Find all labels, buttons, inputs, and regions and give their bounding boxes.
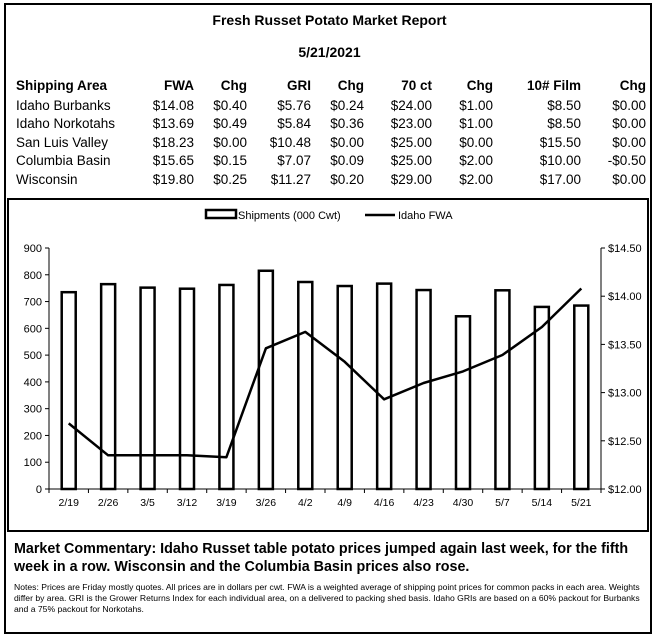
left-tick-label: 900 (23, 243, 42, 255)
table-row (16, 170, 646, 189)
left-tick-label: 200 (23, 430, 42, 443)
table-cell: $23.00 (390, 116, 432, 132)
price-table (16, 76, 646, 189)
table-cell: $10.48 (269, 134, 311, 150)
col-header: Chg (619, 78, 646, 93)
report-title: Fresh Russet Potato Market Report (212, 12, 447, 28)
table-cell: $0.15 (213, 153, 247, 169)
col-header: Chg (220, 78, 247, 93)
table-cell: $5.84 (277, 116, 311, 132)
table-cell: $0.00 (612, 116, 646, 132)
table-row (16, 133, 646, 152)
table-cell: $1.00 (459, 97, 493, 113)
table-cell: $17.00 (539, 171, 581, 187)
left-tick-label: 700 (23, 296, 42, 309)
x-tick-label: 4/30 (452, 497, 474, 509)
shipment-bar (338, 286, 352, 489)
x-tick-label: 4/16 (373, 497, 395, 509)
left-tick-label: 600 (23, 323, 42, 336)
right-tick-label: $12.00 (608, 484, 642, 496)
left-tick-label: 400 (23, 376, 42, 389)
table-cell: $29.00 (390, 171, 432, 187)
table-cell: $25.00 (390, 134, 432, 150)
table-cell: $0.20 (330, 171, 364, 187)
table-cell: $15.65 (152, 153, 194, 169)
table-cell: $5.76 (277, 97, 311, 113)
right-tick-label: $13.00 (608, 387, 642, 400)
table-row (16, 152, 646, 171)
col-header: 10# Film (526, 78, 581, 93)
shipment-bar (101, 284, 115, 489)
col-header: Shipping Area (16, 78, 108, 93)
table-cell: $0.00 (213, 134, 247, 150)
shipments-fwa-chart (9, 200, 647, 530)
right-tick-label: $14.50 (608, 243, 642, 255)
table-cell: Columbia Basin (16, 153, 111, 169)
x-tick-label: 4/2 (297, 497, 313, 509)
right-tick-label: $12.50 (608, 435, 642, 448)
col-header: Chg (466, 78, 493, 93)
x-tick-label: 3/12 (176, 497, 198, 509)
col-header: FWA (164, 78, 194, 93)
table-header-row (16, 76, 646, 96)
shipment-bar (456, 316, 470, 489)
left-tick-label: 800 (23, 269, 42, 282)
table-cell: $24.00 (390, 97, 432, 113)
report-date: 5/21/2021 (298, 44, 361, 60)
table-cell: $25.00 (390, 153, 432, 169)
table-cell: $0.24 (330, 97, 364, 113)
table-cell: $10.00 (539, 153, 581, 169)
shipment-bar (141, 288, 155, 489)
table-row (16, 115, 646, 134)
shipment-bar (180, 289, 194, 489)
table-cell: $1.00 (459, 116, 493, 132)
table-cell: $7.07 (277, 153, 311, 169)
table-cell: $0.00 (459, 134, 493, 150)
x-tick-label: 3/26 (255, 497, 277, 509)
table-row (16, 96, 646, 115)
left-tick-label: 0 (35, 484, 42, 496)
shipment-bar (298, 282, 312, 489)
table-cell: $0.09 (330, 153, 364, 169)
table-cell: $8.50 (547, 116, 581, 132)
right-tick-label: $14.00 (608, 291, 642, 304)
x-tick-label: 5/7 (495, 497, 510, 509)
x-tick-label: 3/19 (216, 497, 237, 509)
table-cell: $0.00 (612, 134, 646, 150)
table-cell: $0.40 (213, 97, 247, 113)
x-tick-label: 5/14 (531, 497, 553, 509)
table-cell: $0.00 (612, 97, 646, 113)
shipment-bar (62, 292, 76, 489)
table-cell: $0.00 (330, 134, 364, 150)
left-tick-label: 500 (23, 350, 42, 363)
legend-label-shipments: Shipments (000 Cwt) (238, 210, 341, 222)
table-cell: $0.00 (612, 171, 646, 187)
x-tick-label: 3/5 (140, 497, 155, 509)
chart-container (7, 198, 649, 532)
shipment-bar (495, 290, 509, 489)
shipment-bar (259, 271, 273, 489)
col-header: GRI (286, 78, 311, 93)
table-cell: Idaho Burbanks (16, 97, 111, 113)
table-cell: $2.00 (459, 171, 493, 187)
x-tick-label: 4/23 (413, 497, 434, 509)
table-cell: $0.25 (213, 171, 247, 187)
col-header: 70 ct (401, 78, 432, 93)
legend-bar-swatch (206, 210, 236, 218)
table-cell: -$0.50 (607, 153, 646, 169)
x-tick-label: 5/21 (571, 497, 592, 509)
shipment-bar (377, 284, 391, 489)
table-cell: $8.50 (547, 97, 581, 113)
table-cell: Wisconsin (16, 171, 78, 187)
shipment-bar (535, 307, 549, 489)
table-cell: $14.08 (152, 97, 194, 113)
table-cell: $2.00 (459, 153, 493, 169)
market-commentary: Market Commentary: Idaho Russet table potato prices jumped again last week, for the fifth week in a row. Wisconsin and the Columbia Basin prices also rose. (14, 541, 629, 575)
table-cell: $11.27 (270, 171, 311, 187)
shipment-bar (417, 290, 431, 489)
table-cell: $18.23 (152, 134, 194, 150)
table-cell: $13.69 (152, 116, 194, 132)
table-cell: San Luis Valley (16, 134, 109, 150)
x-tick-label: 2/19 (58, 497, 79, 509)
table-cell: Idaho Norkotahs (16, 116, 116, 132)
legend-label-fwa: Idaho FWA (398, 210, 453, 222)
x-tick-label: 2/26 (97, 497, 119, 509)
x-tick-label: 4/9 (337, 497, 353, 509)
table-cell: $0.49 (213, 116, 247, 132)
right-tick-label: $13.50 (608, 339, 642, 352)
col-header: Chg (337, 78, 364, 93)
left-tick-label: 300 (23, 403, 42, 416)
table-cell: $15.50 (539, 134, 581, 150)
left-tick-label: 100 (23, 457, 42, 470)
shipment-bar (574, 306, 588, 489)
table-cell: $0.36 (330, 116, 364, 132)
table-cell: $19.80 (152, 171, 194, 187)
report-notes: Notes: Prices are Friday mostly quotes. All prices are in dollars per cwt. FWA is a weighted average of shipping point prices for common packs in each area. Weights differ by area. GRI is the Grower Returns Index for each individual area, on a delivered to packing shed basis. Idaho GRIs are based on a 60% packout for Burbanks and a 75% packout for Norkotahs. (14, 582, 640, 615)
